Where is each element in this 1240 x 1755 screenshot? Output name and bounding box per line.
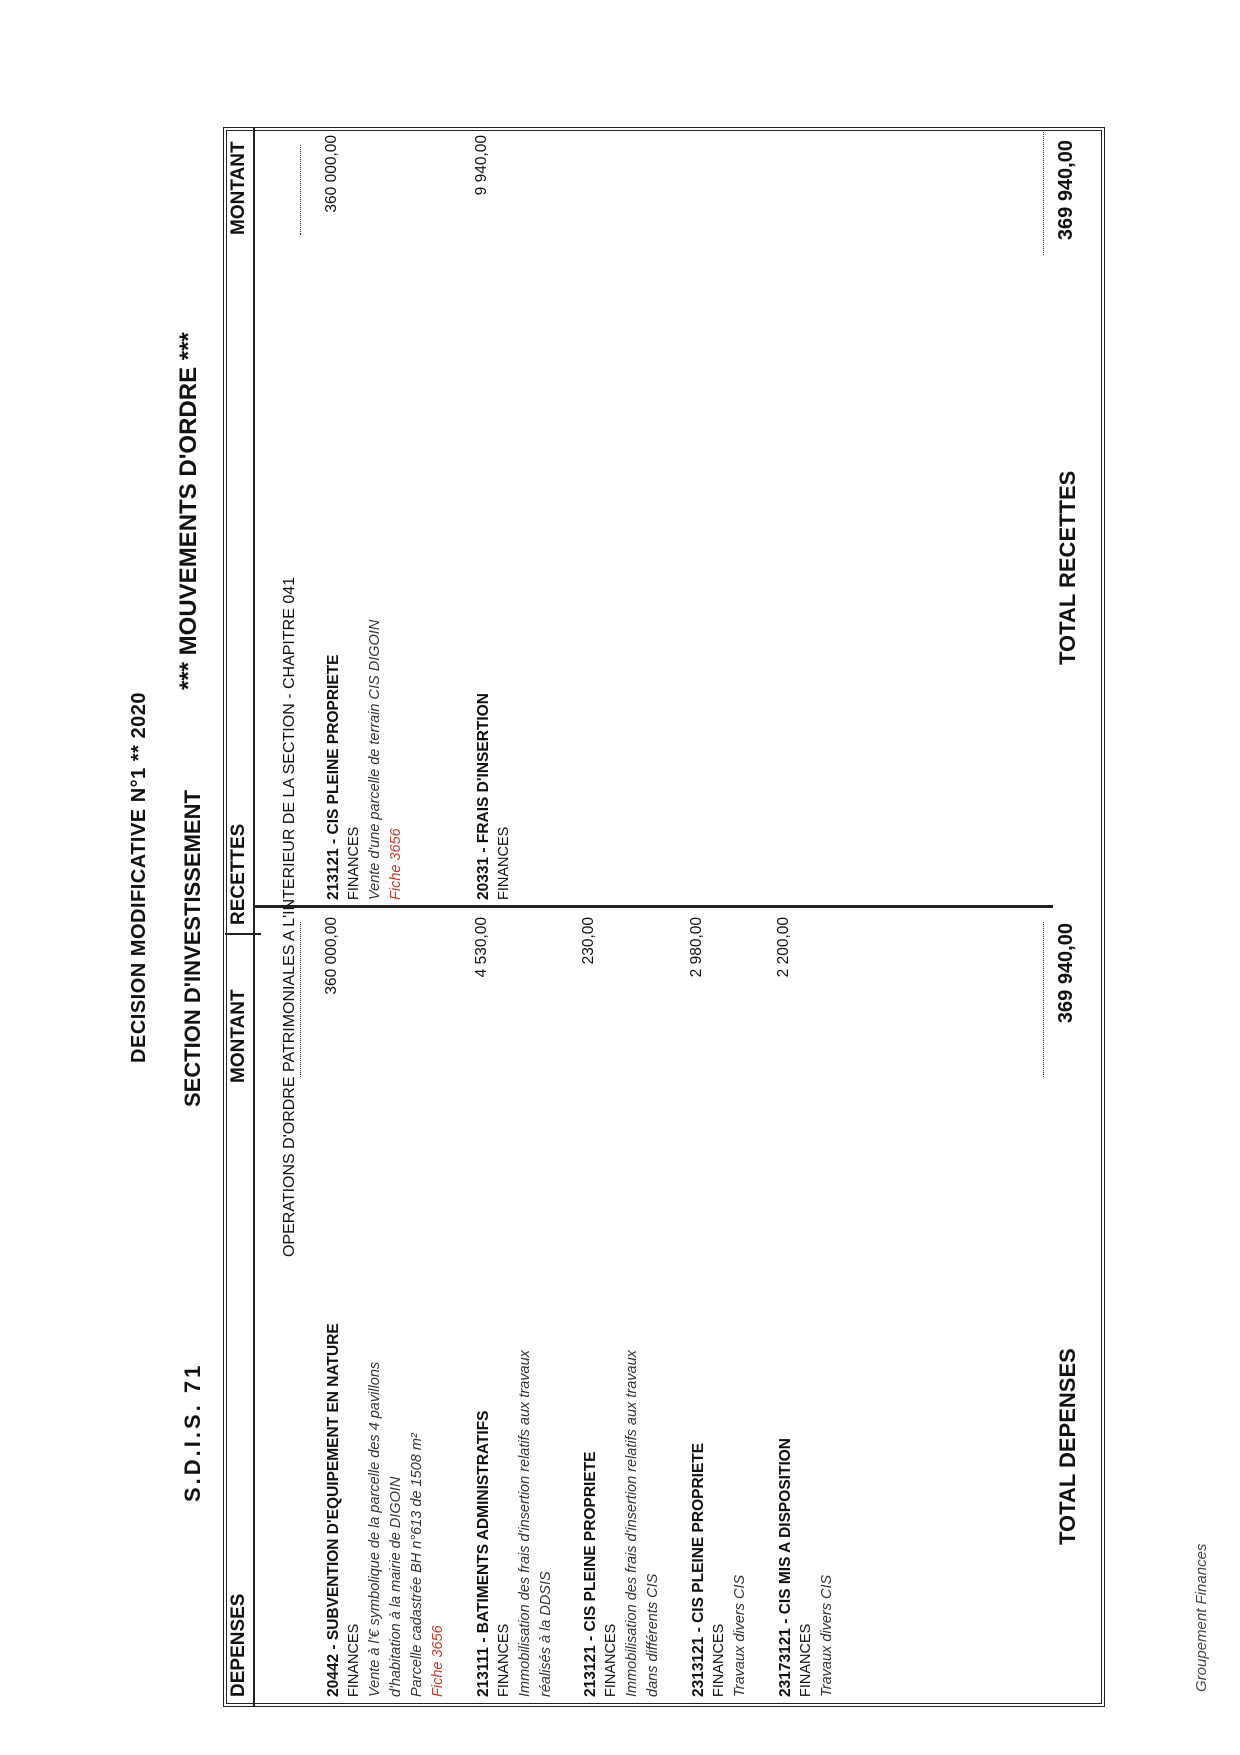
- total-recettes-label: TOTAL RECETTES: [1055, 470, 1080, 665]
- depense-code: 20442 - SUBVENTION D'EQUIPEMENT EN NATURE: [325, 1323, 342, 1697]
- col-header-recettes: RECETTES: [228, 823, 249, 925]
- depense-desc: Immobilisation des frais d'insertion relatifs aux travaux: [517, 1350, 533, 1697]
- depense-desc: Immobilisation des frais d'insertion relatifs aux travaux: [624, 1350, 640, 1697]
- recette-code: 213121 - CIS PLEINE PROPRIETE: [325, 654, 342, 900]
- depense-amount: 2 200,00: [775, 917, 792, 978]
- recette-amount: 9 940,00: [473, 135, 490, 196]
- col-header-montant-recettes: MONTANT: [228, 141, 249, 235]
- operations-title: OPERATIONS D'ORDRE PATRIMONIALES A L'INTERIEUR DE LA SECTION - CHAPITRE 041: [281, 576, 298, 1258]
- depense-code: 2313121 - CIS PLEINE PROPRIETE: [690, 1442, 707, 1697]
- depense-amount: 230,00: [580, 917, 597, 965]
- movement-type: *** MOUVEMENTS D'ORDRE ***: [175, 332, 202, 690]
- depense-dept: FINANCES: [798, 1623, 814, 1697]
- section-title: SECTION D'INVESTISSEMENT: [180, 790, 205, 1107]
- depense-desc: d'habitation à la mairie de DIGOIN: [388, 1476, 404, 1697]
- column-separator: [253, 905, 1053, 908]
- depense-entry: [775, 1438, 838, 1697]
- depense-dept: FINANCES: [711, 1623, 727, 1697]
- depense-desc: réalisés à la DDSIS: [538, 1571, 554, 1697]
- depense-desc: Travaux divers CIS: [819, 1574, 835, 1697]
- dotted-line-total-rec: [1043, 130, 1044, 255]
- depense-fiche: Fiche 3656: [430, 1625, 446, 1697]
- recette-desc: Vente d'une parcelle de terrain CIS DIGOIN: [367, 619, 383, 900]
- recette-fiche: Fiche 3656: [388, 828, 404, 900]
- recette-entry: [323, 620, 407, 900]
- recette-amount: 360 000,00: [323, 135, 340, 213]
- dotted-line-montant-dep: [300, 922, 301, 1077]
- depense-dept: FINANCES: [346, 1623, 362, 1697]
- col-header-montant-depenses: MONTANT: [228, 989, 249, 1083]
- depense-amount: 2 980,00: [688, 917, 705, 978]
- document-title: DECISION MODIFICATIVE N°1 ** 2020: [128, 692, 150, 1063]
- depense-entry: [688, 1443, 751, 1697]
- depense-dept: FINANCES: [603, 1623, 619, 1697]
- total-depenses-label: TOTAL DEPENSES: [1055, 1348, 1080, 1545]
- depense-amount: 360 000,00: [323, 917, 340, 995]
- depense-desc: dans différents CIS: [645, 1573, 661, 1697]
- dotted-line-montant-rec: [300, 145, 301, 235]
- recette-entry: [473, 693, 515, 900]
- header-divider: [253, 127, 255, 1707]
- organization-name: S.D.I.S. 71: [180, 1362, 205, 1502]
- depense-code: 23173121 - CIS MIS A DISPOSITION: [777, 1438, 794, 1697]
- col-header-depenses: DEPENSES: [228, 1593, 249, 1697]
- header-separator: [225, 933, 261, 935]
- depense-desc: Parcelle cadastrée BH n°613 de 1508 m²: [409, 1433, 425, 1697]
- depense-code: 213111 - BATIMENTS ADMINISTRATIFS: [475, 1410, 492, 1697]
- depense-desc: Travaux divers CIS: [732, 1574, 748, 1697]
- footer-text: Groupement Finances: [1193, 1543, 1210, 1692]
- total-depenses-amount: 369 940,00: [1055, 923, 1077, 1024]
- depense-entry: [580, 1350, 664, 1697]
- depense-amount: 4 530,00: [473, 917, 490, 978]
- recette-code: 20331 - FRAIS D'INSERTION: [475, 693, 492, 900]
- depense-code: 213121 - CIS PLEINE PROPRIETE: [582, 1451, 599, 1697]
- dotted-line-total-dep: [1043, 922, 1044, 1077]
- total-recettes-amount: 369 940,00: [1055, 140, 1077, 241]
- depense-entry: [323, 1323, 449, 1697]
- depense-desc: Vente à l'€ symbolique de la parcelle des 4 pavillons: [367, 1361, 383, 1697]
- depense-entry: [473, 1350, 557, 1697]
- recette-dept: FINANCES: [346, 826, 362, 900]
- depense-dept: FINANCES: [496, 1623, 512, 1697]
- recette-dept: FINANCES: [496, 826, 512, 900]
